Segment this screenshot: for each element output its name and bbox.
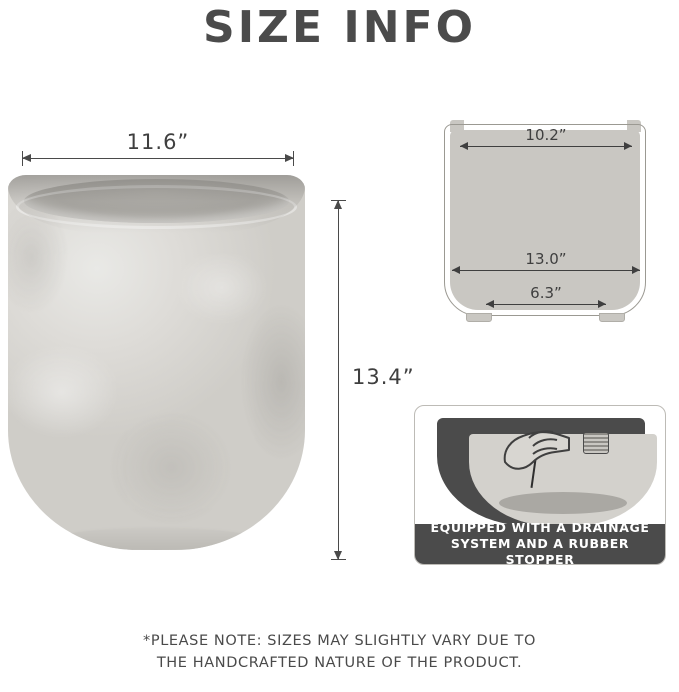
drainage-banner-line1: EQUIPPED WITH A DRAINAGE	[430, 520, 650, 535]
width-dimension-line	[22, 130, 294, 159]
base-label: 6.3”	[530, 284, 562, 302]
planter-rim-edge	[16, 185, 297, 229]
cross-section-foot-right	[599, 313, 625, 322]
planter-base	[56, 528, 256, 550]
base-dimension-line	[486, 284, 606, 305]
planter-rim-opening	[24, 179, 289, 223]
top-opening-dimension-line	[460, 126, 632, 147]
top-opening-label: 10.2”	[525, 126, 567, 144]
drainage-callout-card	[414, 405, 666, 565]
product-photo-area	[8, 175, 318, 565]
height-label: 13.4”	[352, 365, 415, 389]
widest-dimension-line	[452, 250, 640, 271]
page-title: SIZE INFO	[203, 2, 476, 53]
drainage-pot-inner-shadow	[499, 492, 627, 514]
height-dimension-line	[338, 200, 339, 560]
cross-section-foot-left	[466, 313, 492, 322]
footnote-line2: THE HANDCRAFTED NATURE OF THE PRODUCT.	[156, 655, 523, 671]
footnote	[0, 630, 679, 674]
widest-label: 13.0”	[525, 250, 567, 268]
drainage-banner	[415, 520, 665, 565]
height-arrow-down-icon	[334, 551, 342, 560]
footnote-line1: *PLEASE NOTE: SIZES MAY SLIGHTLY VARY DUE TO	[143, 633, 536, 649]
height-arrow-up-icon	[334, 200, 342, 209]
width-arrow-right-icon	[285, 154, 294, 162]
cross-section-diagram	[438, 118, 653, 334]
width-label: 11.6”	[126, 130, 190, 154]
concrete-planter-photo	[8, 175, 305, 550]
rubber-stopper-icon	[583, 432, 609, 454]
drainage-banner-line2: SYSTEM AND A RUBBER STOPPER	[450, 536, 630, 565]
hand-icon	[499, 422, 595, 476]
width-arrow-left-icon	[22, 154, 31, 162]
